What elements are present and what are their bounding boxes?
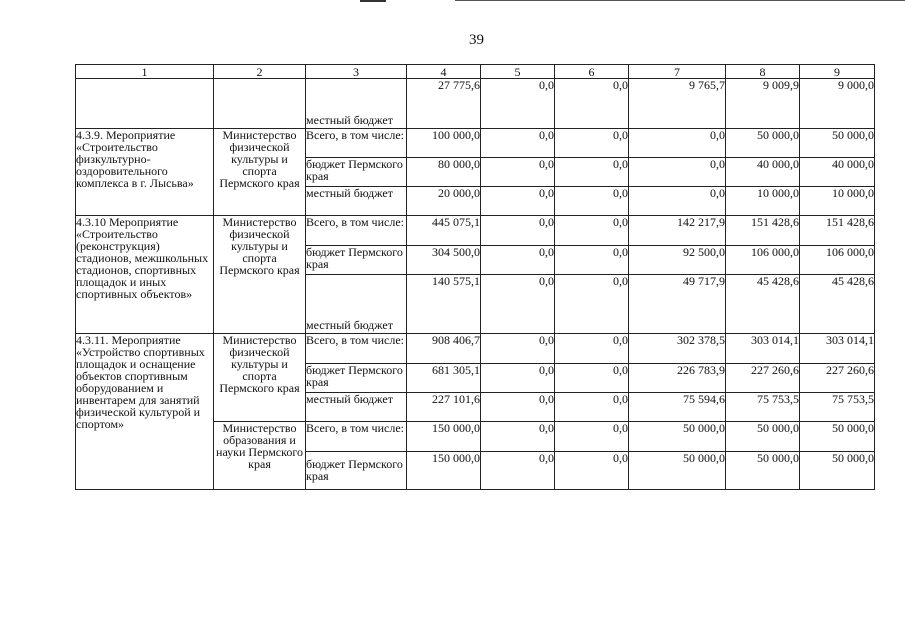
value-cell: 226 783,9 (629, 364, 726, 393)
value-cell: 80 000,0 (407, 158, 481, 187)
value-cell: 50 000,0 (726, 129, 800, 158)
value-cell: 0,0 (555, 246, 629, 275)
value-cell: 150 000,0 (407, 422, 481, 452)
value-cell: 150 000,0 (407, 452, 481, 490)
column-number: 4 (407, 65, 481, 79)
value-cell: 0,0 (481, 79, 555, 129)
measure-title: 4.3.10 Мероприятие «Строительство (реконструкция) стадионов, межшкольных стадионов, спортивных площадок и иных спортивных объектов» (76, 216, 214, 334)
funding-source: бюджет Пермского края (306, 452, 407, 490)
column-number: 6 (555, 65, 629, 79)
value-cell: 9 009,9 (726, 79, 800, 129)
measure-title: 4.3.11. Мероприятие «Устройство спортивных площадок и оснащение объектов спортивным оборудованием и инвентарем для занятий физической культурой и спортом» (76, 334, 214, 490)
page-number: 39 (469, 32, 484, 48)
value-cell: 303 014,1 (726, 334, 800, 364)
value-cell: 0,0 (481, 158, 555, 187)
funding-source: бюджет Пермского края (306, 246, 407, 275)
executor: Министерство физической культуры и спорта Пермского края (214, 334, 306, 422)
value-cell: 0,0 (555, 216, 629, 246)
value-cell: 50 000,0 (726, 452, 800, 490)
value-cell: 92 500,0 (629, 246, 726, 275)
value-cell: 0,0 (629, 158, 726, 187)
value-cell: 106 000,0 (726, 246, 800, 275)
value-cell: 302 378,5 (629, 334, 726, 364)
column-number: 7 (629, 65, 726, 79)
value-cell: 50 000,0 (800, 129, 875, 158)
value-cell: 106 000,0 (800, 246, 875, 275)
value-cell: 0,0 (481, 422, 555, 452)
column-number: 9 (800, 65, 875, 79)
column-number: 2 (214, 65, 306, 79)
value-cell: 0,0 (481, 393, 555, 422)
value-cell: 10 000,0 (800, 187, 875, 216)
value-cell: 0,0 (481, 364, 555, 393)
value-cell: 49 717,9 (629, 275, 726, 334)
value-cell: 0,0 (481, 334, 555, 364)
value-cell: 50 000,0 (629, 452, 726, 490)
value-cell: 75 753,5 (726, 393, 800, 422)
value-cell: 142 217,9 (629, 216, 726, 246)
value-cell: 0,0 (481, 246, 555, 275)
column-number: 5 (481, 65, 555, 79)
funding-source: Всего, в том числе: (306, 129, 407, 158)
table-row (76, 79, 875, 129)
value-cell: 140 575,1 (407, 275, 481, 334)
value-cell: 445 075,1 (407, 216, 481, 246)
value-cell: 304 500,0 (407, 246, 481, 275)
value-cell: 100 000,0 (407, 129, 481, 158)
value-cell: 75 594,6 (629, 393, 726, 422)
value-cell: 40 000,0 (800, 158, 875, 187)
value-cell: 9 765,7 (629, 79, 726, 129)
value-cell: 0,0 (555, 452, 629, 490)
funding-source: Всего, в том числе: (306, 334, 407, 364)
value-cell: 50 000,0 (800, 452, 875, 490)
table-row (76, 129, 875, 158)
value-cell: 20 000,0 (407, 187, 481, 216)
value-cell: 50 000,0 (629, 422, 726, 452)
value-cell: 303 014,1 (800, 334, 875, 364)
empty-cell (76, 79, 214, 129)
value-cell: 0,0 (555, 275, 629, 334)
budget-table (75, 64, 875, 490)
empty-cell (214, 79, 306, 129)
funding-source: местный бюджет (306, 187, 407, 216)
value-cell: 45 428,6 (800, 275, 875, 334)
value-cell: 0,0 (555, 158, 629, 187)
value-cell: 0,0 (629, 187, 726, 216)
funding-source: бюджет Пермского края (306, 364, 407, 393)
value-cell: 45 428,6 (726, 275, 800, 334)
value-cell: 0,0 (481, 129, 555, 158)
value-cell: 0,0 (555, 129, 629, 158)
column-number: 1 (76, 65, 214, 79)
value-cell: 151 428,6 (800, 216, 875, 246)
funding-source: бюджет Пермского края (306, 158, 407, 187)
value-cell: 908 406,7 (407, 334, 481, 364)
top-edge-mark (360, 0, 386, 2)
value-cell: 50 000,0 (800, 422, 875, 452)
value-cell: 227 260,6 (800, 364, 875, 393)
value-cell: 0,0 (555, 364, 629, 393)
funding-source: местный бюджет (306, 79, 407, 129)
value-cell: 40 000,0 (726, 158, 800, 187)
funding-source: местный бюджет (306, 393, 407, 422)
value-cell: 0,0 (555, 79, 629, 129)
executor: Министерство физической культуры и спорта Пермского края (214, 216, 306, 334)
value-cell: 151 428,6 (726, 216, 800, 246)
value-cell: 9 000,0 (800, 79, 875, 129)
value-cell: 227 101,6 (407, 393, 481, 422)
value-cell: 0,0 (481, 275, 555, 334)
column-number: 3 (306, 65, 407, 79)
funding-source: Всего, в том числе: (306, 216, 407, 246)
funding-source: местный бюджет (306, 275, 407, 334)
column-number-row (76, 65, 875, 79)
value-cell: 27 775,6 (407, 79, 481, 129)
value-cell: 0,0 (555, 334, 629, 364)
value-cell: 0,0 (481, 216, 555, 246)
value-cell: 0,0 (555, 422, 629, 452)
value-cell: 227 260,6 (726, 364, 800, 393)
measure-title: 4.3.9. Мероприятие «Строительство физкультурно-оздоровительного комплекса в г. Лысьва» (76, 129, 214, 216)
column-number: 8 (726, 65, 800, 79)
value-cell: 0,0 (555, 187, 629, 216)
value-cell: 0,0 (629, 129, 726, 158)
value-cell: 10 000,0 (726, 187, 800, 216)
top-edge-rule (455, 0, 905, 1)
value-cell: 50 000,0 (726, 422, 800, 452)
value-cell: 75 753,5 (800, 393, 875, 422)
value-cell: 681 305,1 (407, 364, 481, 393)
value-cell: 0,0 (555, 393, 629, 422)
table-row (76, 216, 875, 246)
table-row (76, 334, 875, 364)
value-cell: 0,0 (481, 187, 555, 216)
funding-source: Всего, в том числе: (306, 422, 407, 452)
executor: Министерство образования и науки Пермского края (214, 422, 306, 490)
value-cell: 0,0 (481, 452, 555, 490)
executor: Министерство физической культуры и спорта Пермского края (214, 129, 306, 216)
